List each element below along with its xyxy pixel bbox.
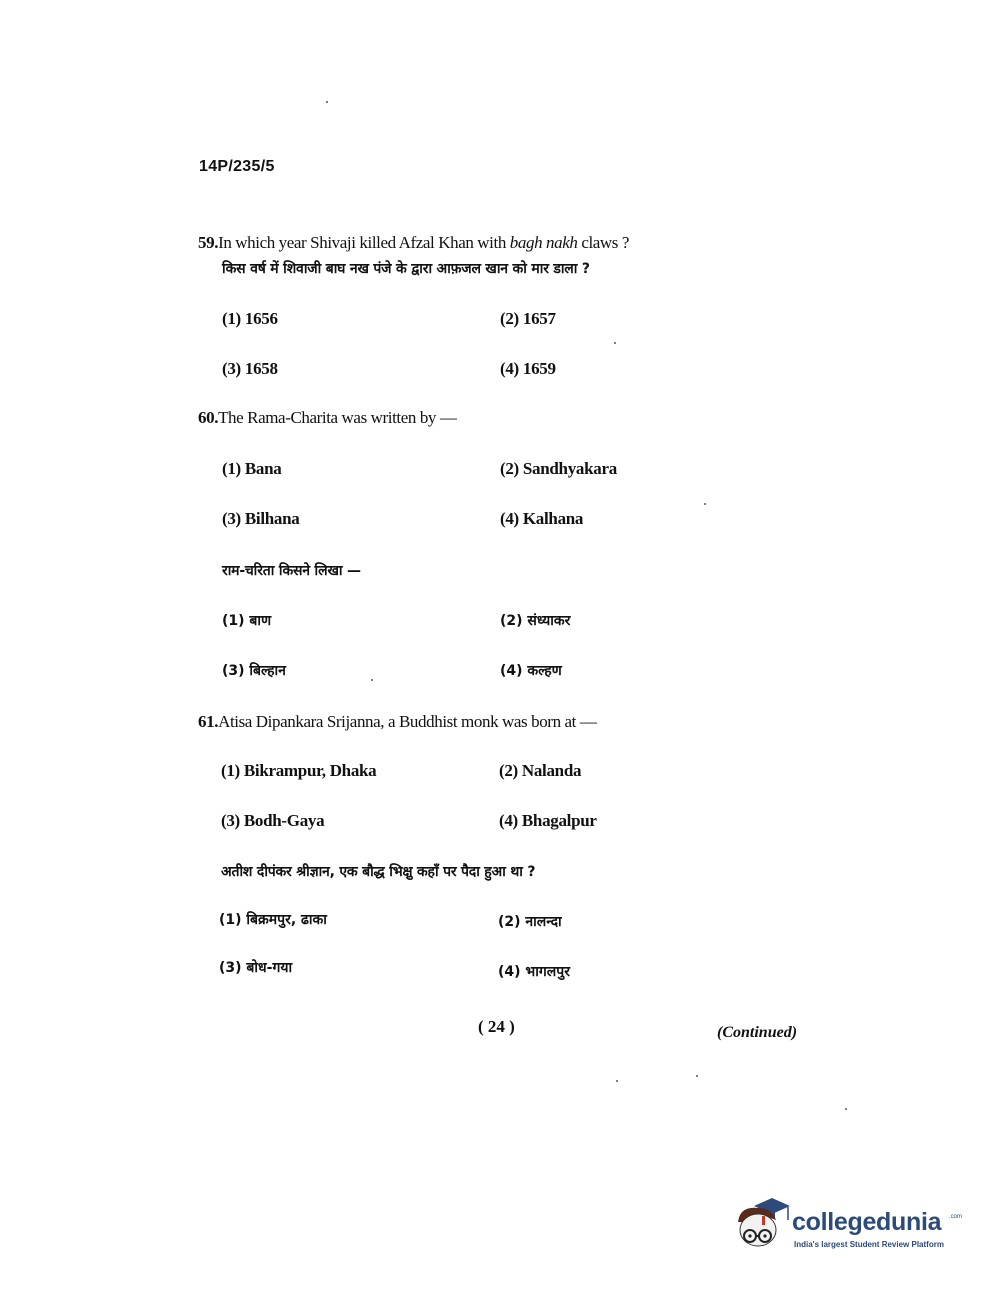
scan-speck (616, 1080, 618, 1082)
question-59-text-2: claws ? (577, 233, 630, 252)
logo-suffix: .com (949, 1214, 963, 1220)
question-59-text-italic: bagh nakh (509, 233, 578, 252)
q61-option-2-hi: (2) नालन्दा (498, 914, 562, 930)
logo-tagline: India's largest Student Review Platform (794, 1240, 944, 1249)
question-59-hi: किस वर्ष में शिवाजी बाघ नख पंजे के द्वारा आफ़जल खान को मार डाला ? (222, 261, 590, 277)
q60-option-4: (4) Kalhana (500, 509, 584, 528)
scan-speck (326, 101, 328, 103)
question-60-en (198, 408, 456, 428)
q59-option-3: (3) 1658 (222, 359, 278, 378)
scan-speck (614, 342, 616, 344)
scan-speck (845, 1108, 847, 1110)
mascot-icon (732, 1196, 794, 1256)
scan-speck (371, 679, 373, 681)
question-61-text: Atisa Dipankara Srijanna, a Buddhist monk was born at — (218, 712, 597, 731)
question-60-hi: राम-चरिता किसने लिखा — (222, 563, 361, 579)
q61-option-3-hi: (3) बोध-गया (219, 960, 293, 976)
scan-speck (696, 1075, 698, 1077)
question-61-en (198, 712, 596, 732)
question-61-hi: अतीश दीपंकर श्रीज्ञान, एक बौद्ध भिक्षु कहाँ पर पैदा हुआ था ? (221, 864, 536, 880)
paper-code: 14P/235/5 (199, 158, 275, 175)
question-60-number: 60. (198, 408, 219, 427)
question-61-number: 61. (198, 712, 219, 731)
q60-option-4-hi: (4) कल्हण (500, 663, 562, 679)
collegedunia-logo (732, 1196, 962, 1260)
logo-wordmark: collegedunia (792, 1208, 942, 1236)
question-59-number: 59. (198, 233, 219, 252)
page-number: ( 24 ) (478, 1017, 515, 1036)
q60-option-2-hi: (2) संध्याकर (500, 613, 571, 629)
q60-option-2: (2) Sandhyakara (500, 459, 617, 478)
q60-option-3-hi: (3) बिल्हान (222, 663, 286, 679)
question-59-en (198, 233, 629, 253)
q60-option-3: (3) Bilhana (222, 509, 300, 528)
q59-option-4: (4) 1659 (500, 359, 556, 378)
q61-option-4: (4) Bhagalpur (499, 811, 597, 830)
q60-option-1: (1) Bana (222, 459, 282, 478)
q61-option-1: (1) Bikrampur, Dhaka (221, 761, 377, 780)
q60-option-1-hi: (1) बाण (222, 613, 272, 629)
q59-option-1: (1) 1656 (222, 309, 278, 328)
q61-option-2: (2) Nalanda (499, 761, 582, 780)
question-59-text-1: In which year Shivaji killed Afzal Khan with (218, 233, 510, 252)
q59-option-2: (2) 1657 (500, 309, 556, 328)
q61-option-1-hi: (1) बिक्रमपुर, ढाका (219, 912, 327, 928)
question-60-text: The Rama-Charita was written by — (218, 408, 457, 427)
q61-option-4-hi: (4) भागलपुर (498, 964, 570, 980)
scan-speck (704, 503, 706, 505)
continued-label: (Continued) (717, 1024, 798, 1041)
q61-option-3: (3) Bodh-Gaya (221, 811, 325, 830)
